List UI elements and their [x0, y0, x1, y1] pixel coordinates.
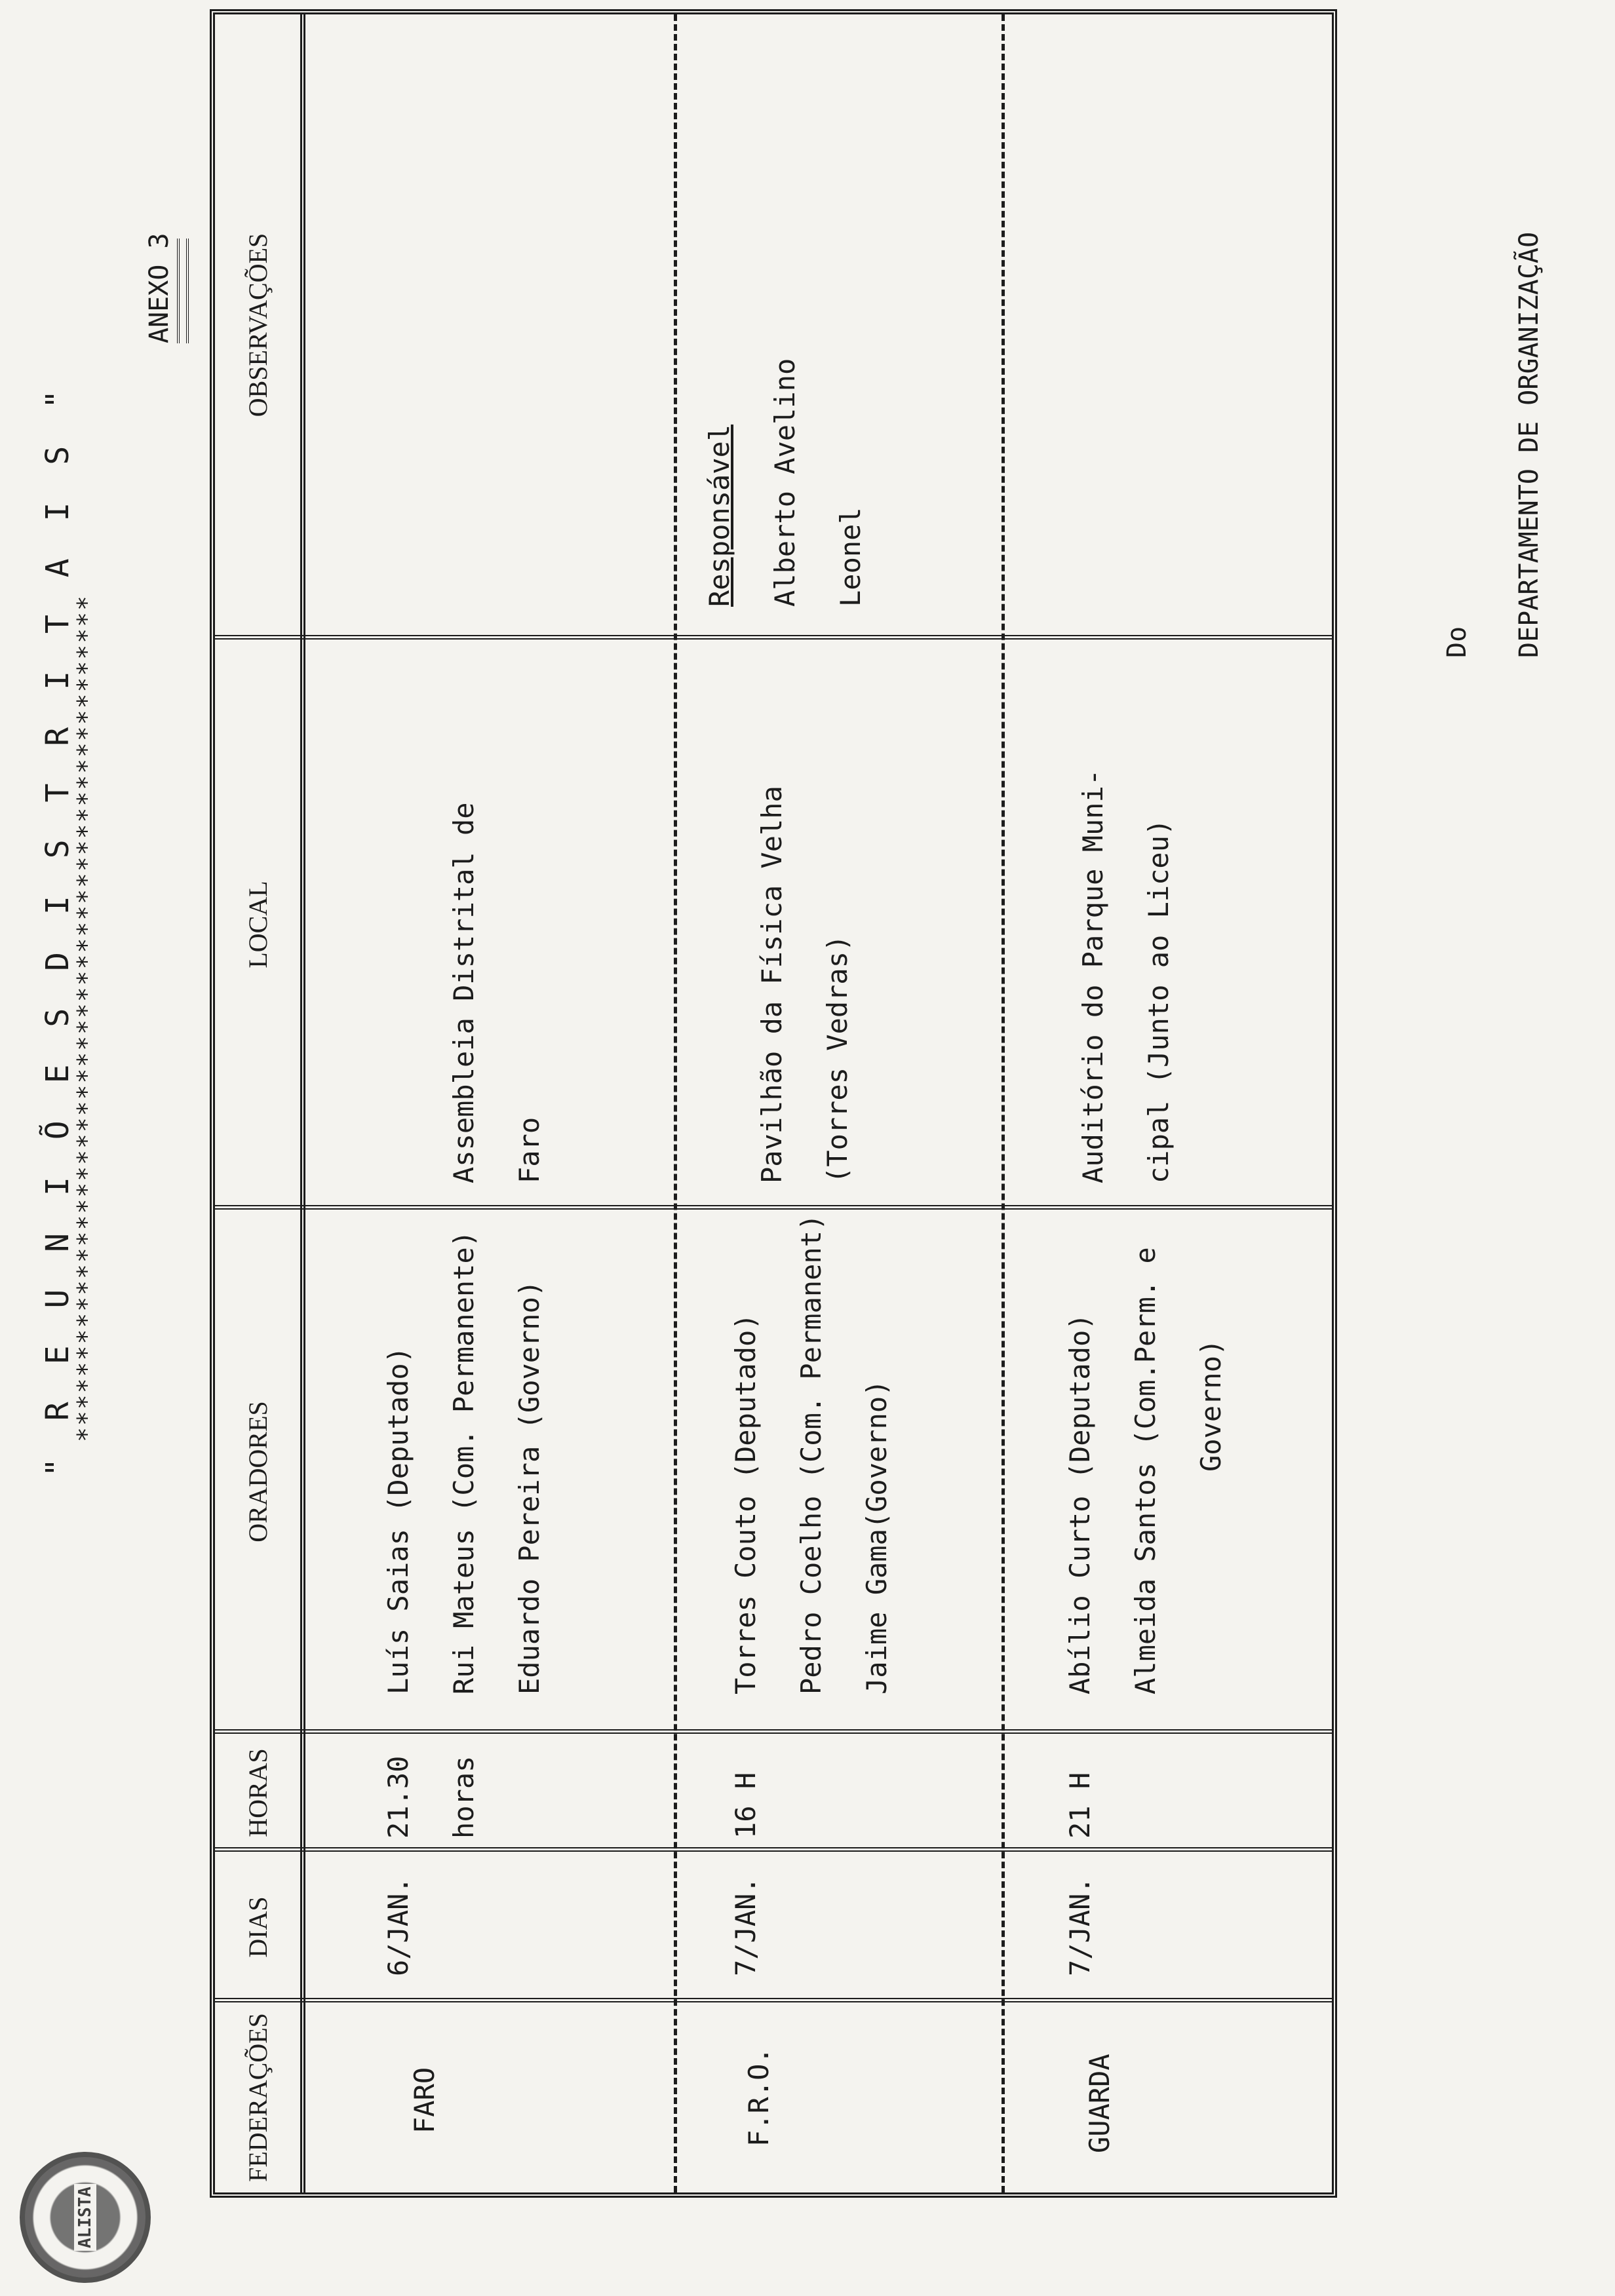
- row1-local-2: Faro: [513, 1117, 545, 1183]
- footer-department: DEPARTAMENTO DE ORGANIZAÇÃO: [1514, 231, 1544, 658]
- row1-federacao: FARO: [408, 2067, 440, 2133]
- column-divider: [215, 1205, 1332, 1210]
- row2-orador-3: Jaime Gama(Governo): [861, 1379, 893, 1694]
- row-divider: [674, 14, 677, 2192]
- row2-horas: 16 H: [730, 1772, 762, 1839]
- footer-do: Do: [1442, 626, 1472, 658]
- header-divider: [300, 14, 305, 2192]
- row3-orador-2: Almeida Santos (Com.Perm. e: [1129, 1247, 1161, 1694]
- row1-horas-1: 21.30: [382, 1755, 414, 1839]
- row-divider: [1002, 14, 1005, 2192]
- column-divider: [215, 1847, 1332, 1852]
- row3-federacao: GUARDA: [1083, 2054, 1116, 2153]
- row3-orador-3: Governo): [1195, 1339, 1227, 1472]
- row1-orador-3: Eduardo Pereira (Governo): [513, 1280, 545, 1694]
- title-star-underline: ****************************************************: [72, 594, 101, 1442]
- row1-orador-1: Luís Saias (Deputado): [382, 1346, 414, 1694]
- header-dias: DIAS: [243, 1896, 273, 1958]
- party-stamp: [20, 2152, 151, 2283]
- row3-local-2: cipal (Junto ao Liceu): [1142, 818, 1175, 1183]
- row2-local-2: (Torres Vedras): [821, 934, 853, 1183]
- row2-orador-1: Torres Couto (Deputado): [730, 1313, 762, 1694]
- stamp-text: ALISTA: [74, 2184, 96, 2251]
- row2-federacao: F.R.O.: [743, 2047, 775, 2147]
- header-observacoes: OBSERVAÇÕES: [243, 233, 273, 417]
- row2-dia: 7/JAN.: [730, 1877, 762, 1976]
- row2-observacoes-label: Responsável: [703, 424, 735, 607]
- title-block: [39, 380, 101, 1477]
- header-local: LOCAL: [243, 881, 273, 968]
- row1-dia: 6/JAN.: [382, 1877, 414, 1976]
- column-divider: [215, 635, 1332, 640]
- column-divider: [215, 1729, 1332, 1734]
- row3-local-1: Auditório do Parque Muni-: [1077, 769, 1109, 1183]
- header-horas: HORAS: [243, 1748, 273, 1837]
- annex-underline: [177, 239, 189, 343]
- header-federacoes: FEDERAÇÕES: [243, 2013, 273, 2182]
- row1-local-1: Assembleia Distrital de: [448, 802, 480, 1183]
- row3-dia: 7/JAN.: [1064, 1877, 1096, 1976]
- document-title: " R E U N I Õ E S D I S T R I T A I S ": [39, 380, 76, 1477]
- row1-orador-2: Rui Mateus (Com. Permanente): [448, 1230, 480, 1694]
- column-divider: [215, 1998, 1332, 2002]
- row1-horas-2: horas: [448, 1755, 480, 1839]
- header-oradores: ORADORES: [243, 1401, 273, 1542]
- row2-local-1: Pavilhão da Física Velha: [756, 786, 788, 1183]
- row3-orador-1: Abílio Curto (Deputado): [1064, 1313, 1096, 1694]
- row3-horas: 21 H: [1064, 1772, 1096, 1839]
- row2-observacoes-1: Alberto Avelino: [769, 358, 801, 607]
- meetings-table: [210, 9, 1337, 2198]
- row2-orador-2: Pedro Coelho (Com. Permanent): [795, 1214, 827, 1694]
- row2-observacoes-2: Leonel: [834, 507, 866, 607]
- annex-label: ANEXO 3: [144, 233, 174, 343]
